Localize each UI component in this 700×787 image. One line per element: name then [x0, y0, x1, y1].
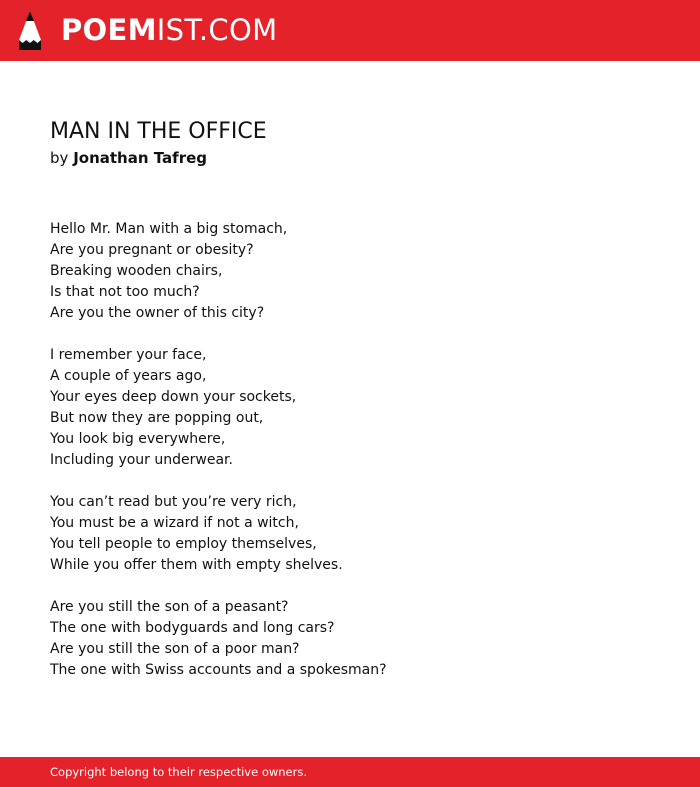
- poem-line: You tell people to employ themselves,: [50, 536, 317, 552]
- poem-body: [50, 219, 387, 702]
- byline-prefix: by: [50, 149, 69, 167]
- site-header: [0, 0, 700, 61]
- poem-line: Your eyes deep down your sockets,: [50, 389, 297, 405]
- poem-stanza: [50, 597, 387, 681]
- poem-line: Are you still the son of a poor man?: [50, 641, 300, 657]
- poem-line: You look big everywhere,: [50, 431, 226, 447]
- poem-line: Is that not too much?: [50, 284, 200, 300]
- poem-line: While you offer them with empty shelves.: [50, 557, 343, 573]
- poem-line: I remember your face,: [50, 347, 207, 363]
- poem-line: You can’t read but you’re very rich,: [50, 494, 297, 510]
- poem-byline: [50, 148, 207, 168]
- pencil-tip-icon: [18, 10, 42, 51]
- poem-author: Jonathan Tafreg: [73, 149, 208, 167]
- poem-line: Breaking wooden chairs,: [50, 263, 223, 279]
- poem-line: A couple of years ago,: [50, 368, 207, 384]
- poem-line: But now they are popping out,: [50, 410, 264, 426]
- site-footer: [0, 757, 700, 787]
- poem-line: Are you pregnant or obesity?: [50, 242, 254, 258]
- poem-line: Are you the owner of this city?: [50, 305, 265, 321]
- logo-light-text: IST.COM: [156, 13, 278, 47]
- poem-stanza: [50, 219, 387, 324]
- copyright-notice: Copyright belong to their respective owners.: [50, 765, 308, 779]
- poem-line: The one with bodyguards and long cars?: [50, 620, 335, 636]
- poem-line: You must be a wizard if not a witch,: [50, 515, 299, 531]
- poem-line: Are you still the son of a peasant?: [50, 599, 289, 615]
- poem-line: Hello Mr. Man with a big stomach,: [50, 221, 288, 237]
- logo-bold-text: POEM: [61, 13, 157, 47]
- poem-title: MAN IN THE OFFICE: [50, 119, 267, 144]
- poem-stanza: [50, 492, 387, 576]
- site-logo[interactable]: [61, 13, 277, 47]
- poem-line: The one with Swiss accounts and a spokesman?: [50, 662, 387, 678]
- poem-stanza: [50, 345, 387, 471]
- poem-line: Including your underwear.: [50, 452, 233, 468]
